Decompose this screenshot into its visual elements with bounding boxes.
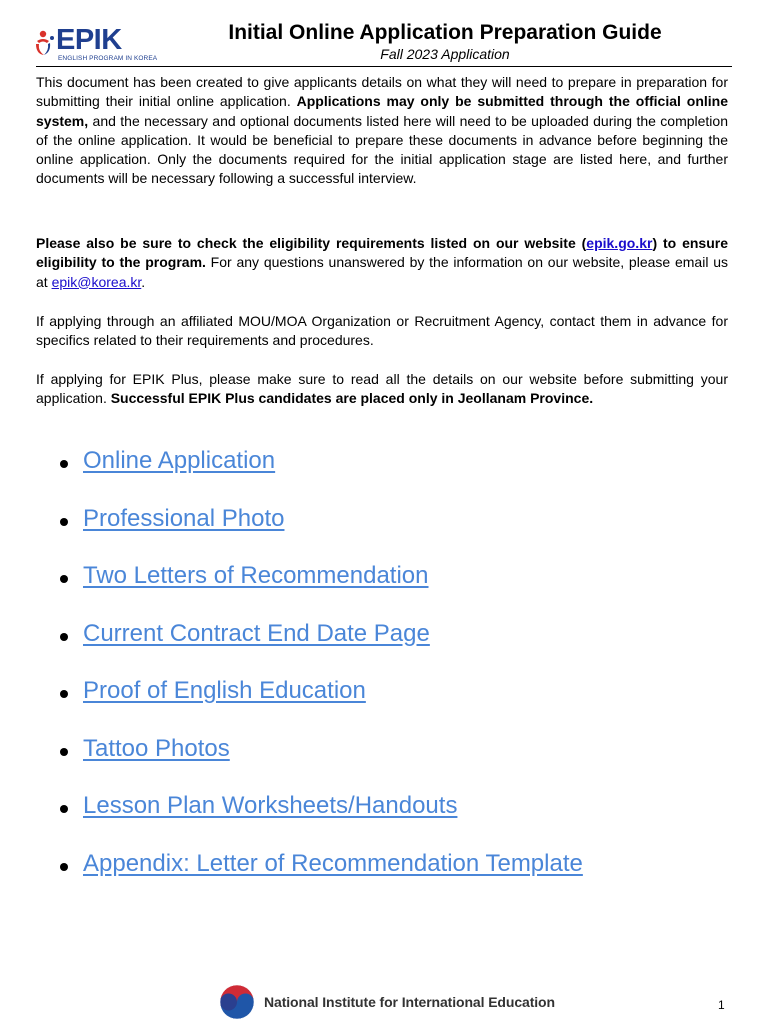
header-divider (36, 66, 732, 67)
epik-logo (34, 24, 158, 64)
epik-plus-text-bold: Successful EPIK Plus candidates are placed only in Jeollanam Province. (110, 390, 594, 407)
page-title: Initial Online Application Preparation Guide (228, 21, 662, 44)
website-link[interactable]: epik.go.kr (586, 235, 653, 251)
list-item (60, 505, 583, 563)
bullet-icon (60, 460, 68, 468)
list-item (60, 620, 583, 678)
agency-paragraph: If applying through an affiliated MOU/MOA Organization or Recruitment Agency, contact them in advance for specifics related to their requirements and procedures. (36, 313, 728, 349)
epik-plus-paragraph (36, 370, 728, 409)
email-link[interactable]: epik@korea.kr (51, 273, 142, 290)
intro-paragraph (36, 73, 728, 189)
epik-plus-text-a: If applying for EPIK Plus, please make sure to read all the details on our website before submitting your application. (36, 371, 728, 407)
list-item (60, 735, 583, 793)
document-link-list (60, 447, 583, 907)
eligibility-text-c: For any questions unanswered by the information on our website, please email us at (36, 254, 728, 290)
logo-text: EPIK (56, 24, 122, 56)
eligibility-text-b: ) to ensure eligibility to the program. (36, 235, 728, 271)
list-item (60, 792, 583, 850)
intro-text-a: This document has been created to give applicants details on what they will need to prepare in preparation for submitting their initial online application. (36, 74, 728, 110)
bullet-icon (60, 633, 68, 641)
link-contract-end-date[interactable]: Current Contract End Date Page (83, 619, 430, 647)
bullet-icon (60, 690, 68, 698)
link-online-application[interactable]: Online Application (83, 447, 276, 474)
list-item (60, 562, 583, 620)
link-professional-photo[interactable]: Professional Photo (83, 504, 285, 532)
list-item (60, 850, 583, 908)
bullet-icon (60, 863, 68, 871)
link-english-education[interactable]: Proof of English Education (83, 677, 366, 704)
link-recommendation-letters[interactable]: Two Letters of Recommendation (83, 562, 429, 589)
list-item (60, 447, 583, 505)
niied-emblem-icon (219, 984, 255, 1020)
eligibility-paragraph (36, 234, 728, 292)
intro-text-c: and the necessary and optional documents listed here will need to be uploaded during the completion of the online application. It would be beneficial to prepare these documents in advance before beginning the online application. Only the documents required for the initial application stage are listed here, and further documents will be necessary following a successful interview. (36, 112, 728, 187)
eligibility-text-a: Please also be sure to check the eligibility requirements listed on our website ( (36, 235, 587, 251)
link-appendix-template[interactable]: Appendix: Letter of Recommendation Template (83, 849, 583, 877)
bullet-icon (60, 518, 68, 526)
page-subtitle: Fall 2023 Application (380, 46, 510, 62)
eligibility-text-d: . (141, 273, 146, 290)
link-lesson-plan[interactable]: Lesson Plan Worksheets/Handouts (83, 792, 458, 819)
logo-subtext: ENGLISH PROGRAM IN KOREA (58, 55, 158, 62)
bullet-icon (60, 805, 68, 813)
page-number: 1 (718, 998, 725, 1012)
list-item (60, 677, 583, 735)
footer-organization: National Institute for International Education (264, 994, 555, 1010)
bullet-icon (60, 748, 68, 756)
bullet-icon (60, 575, 68, 583)
intro-text-bold: Applications may only be submitted through the official online system, (36, 93, 728, 129)
link-tattoo-photos[interactable]: Tattoo Photos (83, 734, 230, 762)
